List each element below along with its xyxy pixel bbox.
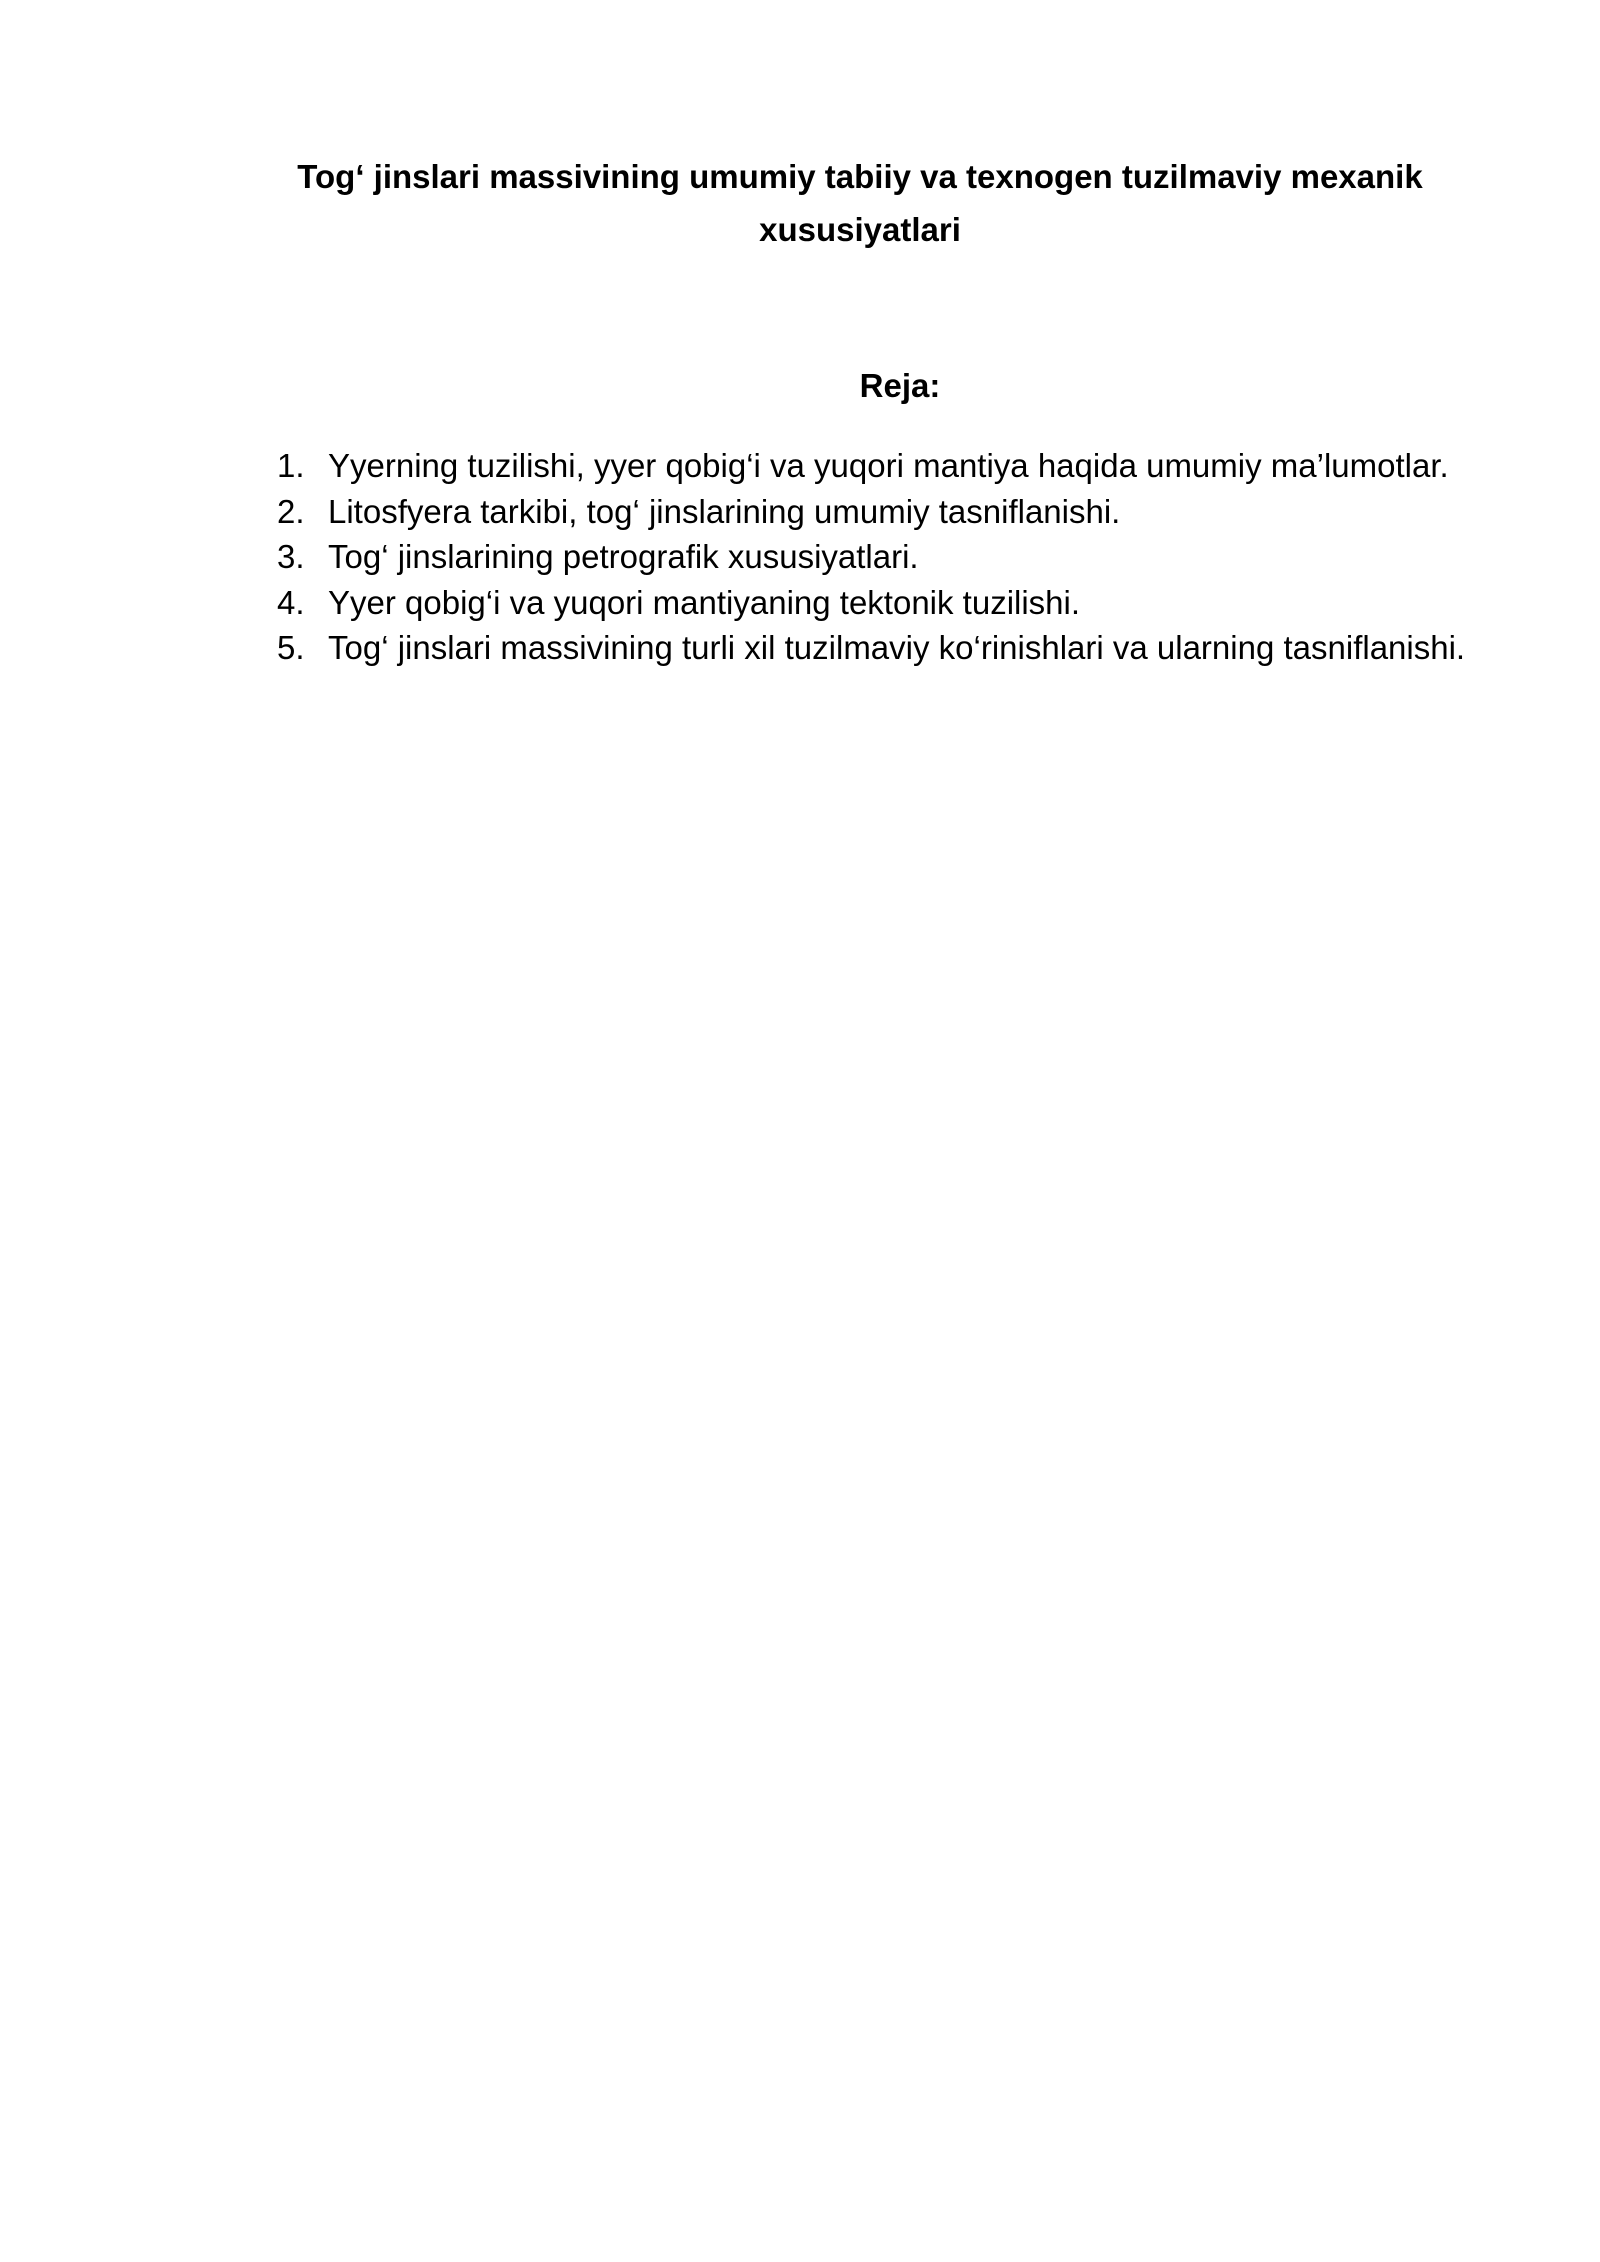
plan-list [270,443,1488,671]
plan-item-number: 5. [277,629,305,667]
plan-item-number: 1. [277,447,305,484]
document-title: Tog‘ jinslari massivining umumiy tabiiy va texnogen tuzilmaviy mexanik xususiyatlari [297,158,1423,248]
plan-item-number: 4. [277,583,305,621]
plan-item-number: 3. [277,538,305,576]
plan-item-1 [270,443,1488,489]
plan-item-text: Yyerning tuzilishi, yyer qobig‘i va yuqori mantiya haqida umumiy ma’lumotlar. [328,447,1449,484]
plan-item-3 [270,534,1488,580]
plan-item-text: Yyer qobig‘i va yuqori mantiyaning tektonik tuzilishi. [328,583,1081,621]
plan-item-text: Litosfyera tarkibi, tog‘ jinslarining umumiy tasniflanishi. [328,492,1121,530]
plan-heading: Reja: [859,367,941,404]
plan-item-5 [270,625,1488,671]
plan-item-text: Tog‘ jinslari massivining turli xil tuzilmaviy ko‘rinishlari va ularning tasniflanishi. [328,629,1466,667]
plan-item-number: 2. [277,492,305,530]
plan-item-text: Tog‘ jinslarining petrografik xususiyatlari. [328,538,919,576]
plan-item-2 [270,489,1488,535]
plan-item-4 [270,580,1488,626]
